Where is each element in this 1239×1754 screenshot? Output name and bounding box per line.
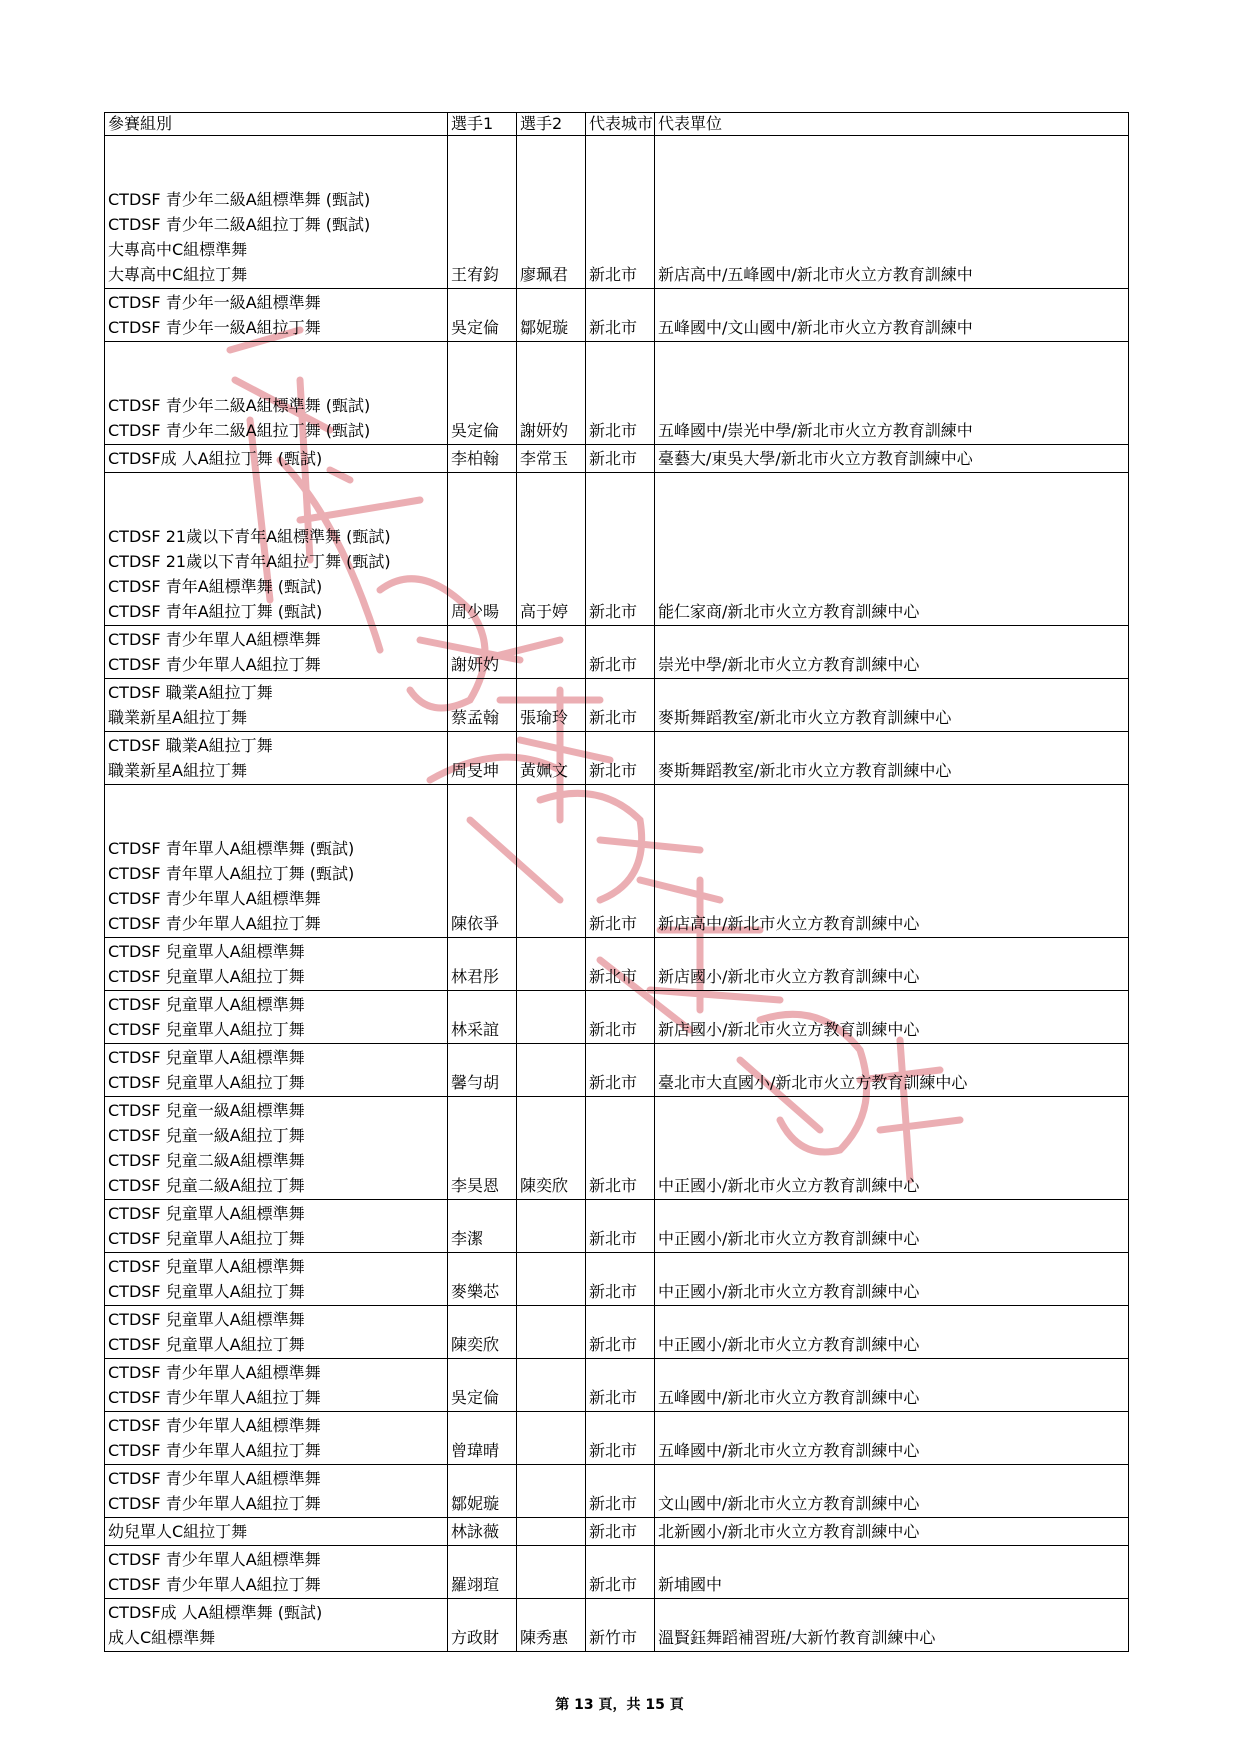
city-cell: 新北市 [586, 1200, 655, 1253]
group-line: CTDSF 兒童單人A組拉丁舞 [108, 1335, 305, 1354]
unit-cell: 新店高中/新北市火立方教育訓練中心 [655, 785, 1129, 938]
group-line: CTDSF 青少年單人A組拉丁舞 [108, 1388, 321, 1407]
group-line: 幼兒單人C組拉丁舞 [108, 1522, 248, 1541]
player1-cell: 吳定倫 [448, 342, 517, 445]
player1-cell: 陳依爭 [448, 785, 517, 938]
group-line: CTDSF 兒童一級A組標準舞 [108, 1101, 305, 1120]
unit-cell: 臺北市大直國小/新北市火立方教育訓練中心 [655, 1044, 1129, 1097]
group-line [108, 786, 444, 811]
unit-cell: 中正國小/新北市火立方教育訓練中心 [655, 1253, 1129, 1306]
group-line: CTDSF 兒童二級A組拉丁舞 [108, 1176, 305, 1195]
group-line [108, 368, 444, 393]
table-row [105, 1200, 1129, 1253]
header-player1: 選手1 [448, 113, 517, 136]
group-line: CTDSF 兒童單人A組標準舞 [108, 942, 305, 961]
player2-cell [517, 1306, 586, 1359]
table-row [105, 136, 1129, 289]
group-line: CTDSF 兒童單人A組拉丁舞 [108, 1020, 305, 1039]
group-line: CTDSF 兒童單人A組標準舞 [108, 1310, 305, 1329]
table-row [105, 1359, 1129, 1412]
group-line: CTDSF 兒童單人A組標準舞 [108, 995, 305, 1014]
group-cell [105, 785, 448, 938]
unit-cell: 溫賢鈺舞蹈補習班/大新竹教育訓練中心 [655, 1599, 1129, 1652]
group-cell [105, 1200, 448, 1253]
player2-cell: 李常玉 [517, 445, 586, 473]
group-line [108, 137, 444, 162]
group-line: CTDSF 青少年一級A組標準舞 [108, 293, 321, 312]
group-line: CTDSF 青少年單人A組標準舞 [108, 1469, 321, 1488]
table-row [105, 1253, 1129, 1306]
group-line: 大專高中C組拉丁舞 [108, 265, 248, 284]
table-row [105, 679, 1129, 732]
group-line [108, 343, 444, 368]
header-player2: 選手2 [517, 113, 586, 136]
player1-cell: 林詠薇 [448, 1518, 517, 1546]
group-line: CTDSF 職業A組拉丁舞 [108, 683, 273, 702]
unit-cell: 新埔國中 [655, 1546, 1129, 1599]
group-line: CTDSF 青年A組拉丁舞 (甄試) [108, 602, 323, 621]
table-row [105, 1412, 1129, 1465]
city-cell: 新北市 [586, 1306, 655, 1359]
player2-cell [517, 1359, 586, 1412]
player2-cell [517, 1546, 586, 1599]
table-row [105, 785, 1129, 938]
group-cell [105, 1599, 448, 1652]
group-line: CTDSF成 人A組標準舞 (甄試) [108, 1603, 323, 1622]
group-line: CTDSF 青少年單人A組拉丁舞 [108, 1441, 321, 1460]
group-cell [105, 991, 448, 1044]
group-line: CTDSF 青年單人A組標準舞 (甄試) [108, 839, 355, 858]
unit-cell: 文山國中/新北市火立方教育訓練中心 [655, 1465, 1129, 1518]
player1-cell: 林君彤 [448, 938, 517, 991]
player1-cell: 陳奕欣 [448, 1306, 517, 1359]
group-cell [105, 445, 448, 473]
unit-cell: 五峰國中/崇光中學/新北市火立方教育訓練中 [655, 342, 1129, 445]
group-line: CTDSF 兒童單人A組標準舞 [108, 1048, 305, 1067]
unit-cell: 能仁家商/新北市火立方教育訓練中心 [655, 473, 1129, 626]
city-cell: 新北市 [586, 679, 655, 732]
player1-cell: 鄒妮璇 [448, 1465, 517, 1518]
group-line [108, 474, 444, 499]
city-cell: 新北市 [586, 289, 655, 342]
player1-cell: 吳定倫 [448, 289, 517, 342]
table-row [105, 1097, 1129, 1200]
group-line: CTDSF 青少年單人A組拉丁舞 [108, 1494, 321, 1513]
player1-cell: 林采誼 [448, 991, 517, 1044]
player1-cell: 馨勻胡 [448, 1044, 517, 1097]
player2-cell: 謝妍妁 [517, 342, 586, 445]
city-cell: 新北市 [586, 473, 655, 626]
table-row [105, 1599, 1129, 1652]
table-row [105, 342, 1129, 445]
player1-cell: 吳定倫 [448, 1359, 517, 1412]
city-cell: 新北市 [586, 1044, 655, 1097]
player1-cell: 曾瑋晴 [448, 1412, 517, 1465]
player2-cell [517, 785, 586, 938]
unit-cell: 中正國小/新北市火立方教育訓練中心 [655, 1200, 1129, 1253]
group-line: CTDSF 21歲以下青年A組拉丁舞 (甄試) [108, 552, 391, 571]
city-cell: 新北市 [586, 136, 655, 289]
table-row [105, 1518, 1129, 1546]
group-line: 職業新星A組拉丁舞 [108, 708, 247, 727]
player2-cell [517, 938, 586, 991]
player2-cell [517, 1044, 586, 1097]
unit-cell: 臺藝大/東吳大學/新北市火立方教育訓練中心 [655, 445, 1129, 473]
player1-cell: 周少暘 [448, 473, 517, 626]
player1-cell: 方政財 [448, 1599, 517, 1652]
city-cell: 新北市 [586, 1546, 655, 1599]
group-line: CTDSF 青少年單人A組拉丁舞 [108, 914, 321, 933]
table-row [105, 289, 1129, 342]
group-line: CTDSF 職業A組拉丁舞 [108, 736, 273, 755]
player2-cell: 陳秀惠 [517, 1599, 586, 1652]
group-line: CTDSF 兒童單人A組標準舞 [108, 1257, 305, 1276]
unit-cell: 北新國小/新北市火立方教育訓練中心 [655, 1518, 1129, 1546]
group-cell [105, 1044, 448, 1097]
player2-cell [517, 626, 586, 679]
player1-cell: 蔡孟翰 [448, 679, 517, 732]
group-line: CTDSF 青年A組標準舞 (甄試) [108, 577, 323, 596]
table-row [105, 1044, 1129, 1097]
player1-cell: 李柏翰 [448, 445, 517, 473]
player2-cell [517, 1253, 586, 1306]
city-cell: 新北市 [586, 342, 655, 445]
group-line: CTDSF 青少年二級A組拉丁舞 (甄試) [108, 215, 371, 234]
table-header-row [105, 113, 1129, 136]
player2-cell: 張瑜玲 [517, 679, 586, 732]
group-line: CTDSF 青少年單人A組標準舞 [108, 1363, 321, 1382]
group-line: CTDSF 青少年二級A組標準舞 (甄試) [108, 396, 371, 415]
player2-cell [517, 991, 586, 1044]
player2-cell: 黃姵文 [517, 732, 586, 785]
city-cell: 新北市 [586, 1412, 655, 1465]
group-line: CTDSF 21歲以下青年A組標準舞 (甄試) [108, 527, 391, 546]
group-cell [105, 1306, 448, 1359]
table-row [105, 991, 1129, 1044]
city-cell: 新北市 [586, 1359, 655, 1412]
group-cell [105, 342, 448, 445]
group-line: CTDSF 青少年二級A組拉丁舞 (甄試) [108, 421, 371, 440]
group-line: CTDSF 青少年單人A組標準舞 [108, 889, 321, 908]
player1-cell: 王宥鈞 [448, 136, 517, 289]
group-cell [105, 136, 448, 289]
table-row [105, 626, 1129, 679]
unit-cell: 新店高中/五峰國中/新北市火立方教育訓練中 [655, 136, 1129, 289]
city-cell: 新北市 [586, 1097, 655, 1200]
group-cell [105, 732, 448, 785]
header-group: 參賽組別 [105, 113, 448, 136]
unit-cell: 五峰國中/新北市火立方教育訓練中心 [655, 1359, 1129, 1412]
group-cell [105, 1253, 448, 1306]
unit-cell: 新店國小/新北市火立方教育訓練中心 [655, 991, 1129, 1044]
city-cell: 新北市 [586, 626, 655, 679]
player2-cell [517, 1465, 586, 1518]
group-cell [105, 626, 448, 679]
player2-cell [517, 1200, 586, 1253]
table-row [105, 732, 1129, 785]
unit-cell: 五峰國中/新北市火立方教育訓練中心 [655, 1412, 1129, 1465]
group-line [108, 499, 444, 524]
city-cell: 新北市 [586, 445, 655, 473]
page-footer: 第 13 頁，共 15 頁 [555, 1697, 684, 1713]
table-row [105, 938, 1129, 991]
table-row [105, 1546, 1129, 1599]
group-cell [105, 1359, 448, 1412]
group-line: CTDSF 兒童單人A組標準舞 [108, 1204, 305, 1223]
group-line: CTDSF 青少年一級A組拉丁舞 [108, 318, 321, 337]
group-line: CTDSF 青少年單人A組標準舞 [108, 1550, 321, 1569]
player2-cell: 陳奕欣 [517, 1097, 586, 1200]
group-cell [105, 679, 448, 732]
group-cell [105, 473, 448, 626]
group-line: CTDSF 青少年二級A組標準舞 (甄試) [108, 190, 371, 209]
group-line: CTDSF 兒童二級A組標準舞 [108, 1151, 305, 1170]
player1-cell: 麥樂芯 [448, 1253, 517, 1306]
player1-cell: 李昊恩 [448, 1097, 517, 1200]
group-line: CTDSF 青少年單人A組拉丁舞 [108, 1575, 321, 1594]
group-cell [105, 938, 448, 991]
city-cell: 新竹市 [586, 1599, 655, 1652]
table-row [105, 473, 1129, 626]
group-line: CTDSF 兒童一級A組拉丁舞 [108, 1126, 305, 1145]
player2-cell [517, 1412, 586, 1465]
unit-cell: 中正國小/新北市火立方教育訓練中心 [655, 1306, 1129, 1359]
unit-cell: 麥斯舞蹈教室/新北市火立方教育訓練中心 [655, 732, 1129, 785]
player2-cell: 廖珮君 [517, 136, 586, 289]
group-cell [105, 1518, 448, 1546]
header-city: 代表城市 [586, 113, 655, 136]
header-unit: 代表單位 [655, 113, 1129, 136]
group-line: CTDSF 兒童單人A組拉丁舞 [108, 1073, 305, 1092]
table-row [105, 1306, 1129, 1359]
player1-cell: 李潔 [448, 1200, 517, 1253]
group-cell [105, 1546, 448, 1599]
group-cell [105, 1412, 448, 1465]
group-line: CTDSF 青少年單人A組標準舞 [108, 1416, 321, 1435]
player1-cell: 周旻坤 [448, 732, 517, 785]
unit-cell: 崇光中學/新北市火立方教育訓練中心 [655, 626, 1129, 679]
group-cell [105, 289, 448, 342]
city-cell: 新北市 [586, 785, 655, 938]
unit-cell: 新店國小/新北市火立方教育訓練中心 [655, 938, 1129, 991]
group-line: CTDSF成 人A組拉丁舞 (甄試) [108, 449, 323, 468]
city-cell: 新北市 [586, 991, 655, 1044]
player1-cell: 謝妍妁 [448, 626, 517, 679]
city-cell: 新北市 [586, 732, 655, 785]
group-cell [105, 1465, 448, 1518]
city-cell: 新北市 [586, 1518, 655, 1546]
group-line: CTDSF 兒童單人A組拉丁舞 [108, 967, 305, 986]
city-cell: 新北市 [586, 1253, 655, 1306]
group-line [108, 162, 444, 187]
entry-table [104, 112, 1129, 1652]
group-line: 大專高中C組標準舞 [108, 240, 248, 259]
city-cell: 新北市 [586, 1465, 655, 1518]
unit-cell: 五峰國中/文山國中/新北市火立方教育訓練中 [655, 289, 1129, 342]
group-line: CTDSF 青少年單人A組標準舞 [108, 630, 321, 649]
group-line: CTDSF 青年單人A組拉丁舞 (甄試) [108, 864, 355, 883]
table-row [105, 445, 1129, 473]
group-cell [105, 1097, 448, 1200]
player1-cell: 羅翊瑄 [448, 1546, 517, 1599]
unit-cell: 麥斯舞蹈教室/新北市火立方教育訓練中心 [655, 679, 1129, 732]
group-line [108, 811, 444, 836]
player2-cell: 鄒妮璇 [517, 289, 586, 342]
group-line: CTDSF 兒童單人A組拉丁舞 [108, 1229, 305, 1248]
group-line: CTDSF 兒童單人A組拉丁舞 [108, 1282, 305, 1301]
unit-cell: 中正國小/新北市火立方教育訓練中心 [655, 1097, 1129, 1200]
city-cell: 新北市 [586, 938, 655, 991]
player2-cell: 高于婷 [517, 473, 586, 626]
group-line: CTDSF 青少年單人A組拉丁舞 [108, 655, 321, 674]
table-row [105, 1465, 1129, 1518]
player2-cell [517, 1518, 586, 1546]
group-line: 職業新星A組拉丁舞 [108, 761, 247, 780]
group-line: 成人C組標準舞 [108, 1628, 216, 1647]
